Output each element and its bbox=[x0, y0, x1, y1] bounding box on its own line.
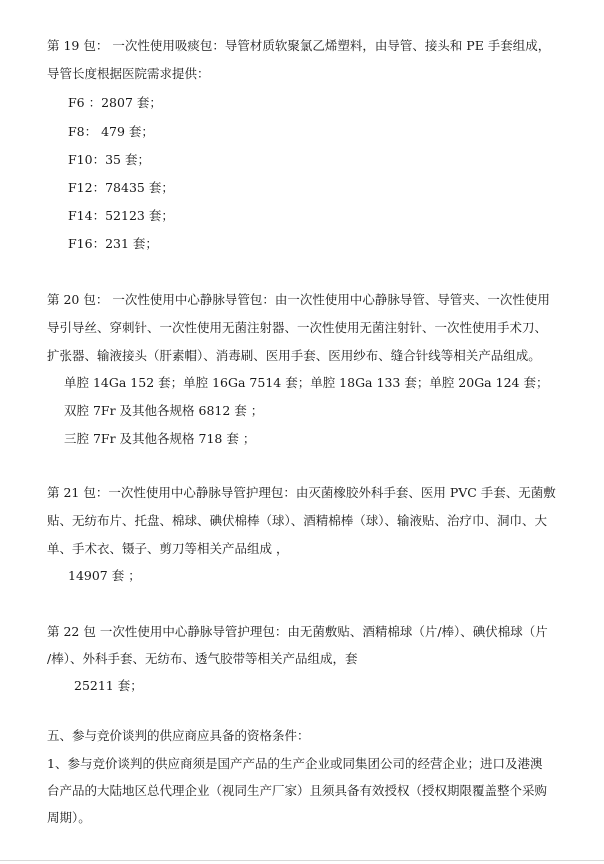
pkg22-desc-line1: 第 22 包 一次性使用中心静脉导管护理包：由无菌敷贴、酒精棉球（片/棒）、碘伏棉球（片 bbox=[47, 624, 548, 639]
section5-heading: 五、参与竞价谈判的供应商应具备的资格条件： bbox=[47, 728, 310, 743]
pkg21-desc-line3: 单、手术衣、镊子、剪刀等相关产品组成 ， bbox=[47, 541, 289, 556]
pkg20-spec-double: 双腔 7Fr 及其他各规格 6812 套 ； bbox=[64, 403, 264, 418]
section5-clause1-line2: 台产品的大陆地区总代理企业（视同生产厂家）且须具备有效授权（授权期限覆盖整个采购 bbox=[47, 783, 548, 798]
section5-clause1-line3: 周期）。 bbox=[47, 810, 91, 825]
pkg19-item-f8: F8： 479 套； bbox=[68, 124, 154, 139]
pkg19-item-f10: F10：35 套； bbox=[68, 152, 150, 167]
pkg19-item-f16: F16：231 套； bbox=[68, 236, 158, 251]
page-bottom-divider bbox=[0, 860, 604, 861]
pkg19-desc-line1: 第 19 包： 一次性使用吸痰包：导管材质软聚氯乙烯塑料，由导管、接头和 PE 手套组成， bbox=[47, 38, 551, 53]
pkg21-desc-line2: 贴、无纺布片、托盘、棉球、碘伏棉棒（球）、酒精棉棒（球）、输液贴、治疗巾、洞巾、大 bbox=[47, 513, 548, 528]
pkg22-desc-line2: /棒）、外科手套、无纺布、透气胶带等相关产品组成，套 bbox=[47, 651, 358, 666]
pkg21-desc-line1: 第 21 包：一次性使用中心静脉导管护理包：由灭菌橡胶外科手套、医用 PVC 手套、无菌敷 bbox=[47, 485, 556, 500]
pkg20-spec-triple: 三腔 7Fr 及其他各规格 718 套 ； bbox=[64, 431, 256, 446]
pkg19-item-f14: F14：52123 套； bbox=[68, 208, 174, 223]
pkg20-desc-line3: 扩张器、输液接头（肝素帽）、消毒刷、医用手套、医用纱布、缝合针线等相关产品组成。 bbox=[47, 348, 541, 363]
pkg20-desc-line2: 导引导丝、穿刺针、一次性使用无菌注射器、一次性使用无菌注射针、一次性使用手术刀、 bbox=[47, 320, 548, 335]
pkg21-quantity: 14907 套 ； bbox=[68, 568, 141, 583]
pkg20-desc-line1: 第 20 包： 一次性使用中心静脉导管包：由一次性使用中心静脉导管、导管夹、一次性使用 bbox=[47, 292, 550, 307]
pkg22-quantity: 25211 套； bbox=[74, 678, 143, 693]
pkg19-item-f6: F6 ：2807 套； bbox=[68, 95, 162, 110]
section5-clause1-line1: 1、参与竞价谈判的供应商须是国产产品的生产企业或同集团公司的经营企业；进口及港澳 bbox=[47, 756, 543, 771]
pkg19-desc-line2: 导管长度根据医院需求提供： bbox=[47, 66, 210, 81]
pkg19-item-f12: F12：78435 套； bbox=[68, 180, 174, 195]
pkg20-spec-single: 单腔 14Ga 152 套；单腔 16Ga 7514 套；单腔 18Ga 133 套；单腔 20Ga 124 套； bbox=[64, 375, 549, 390]
